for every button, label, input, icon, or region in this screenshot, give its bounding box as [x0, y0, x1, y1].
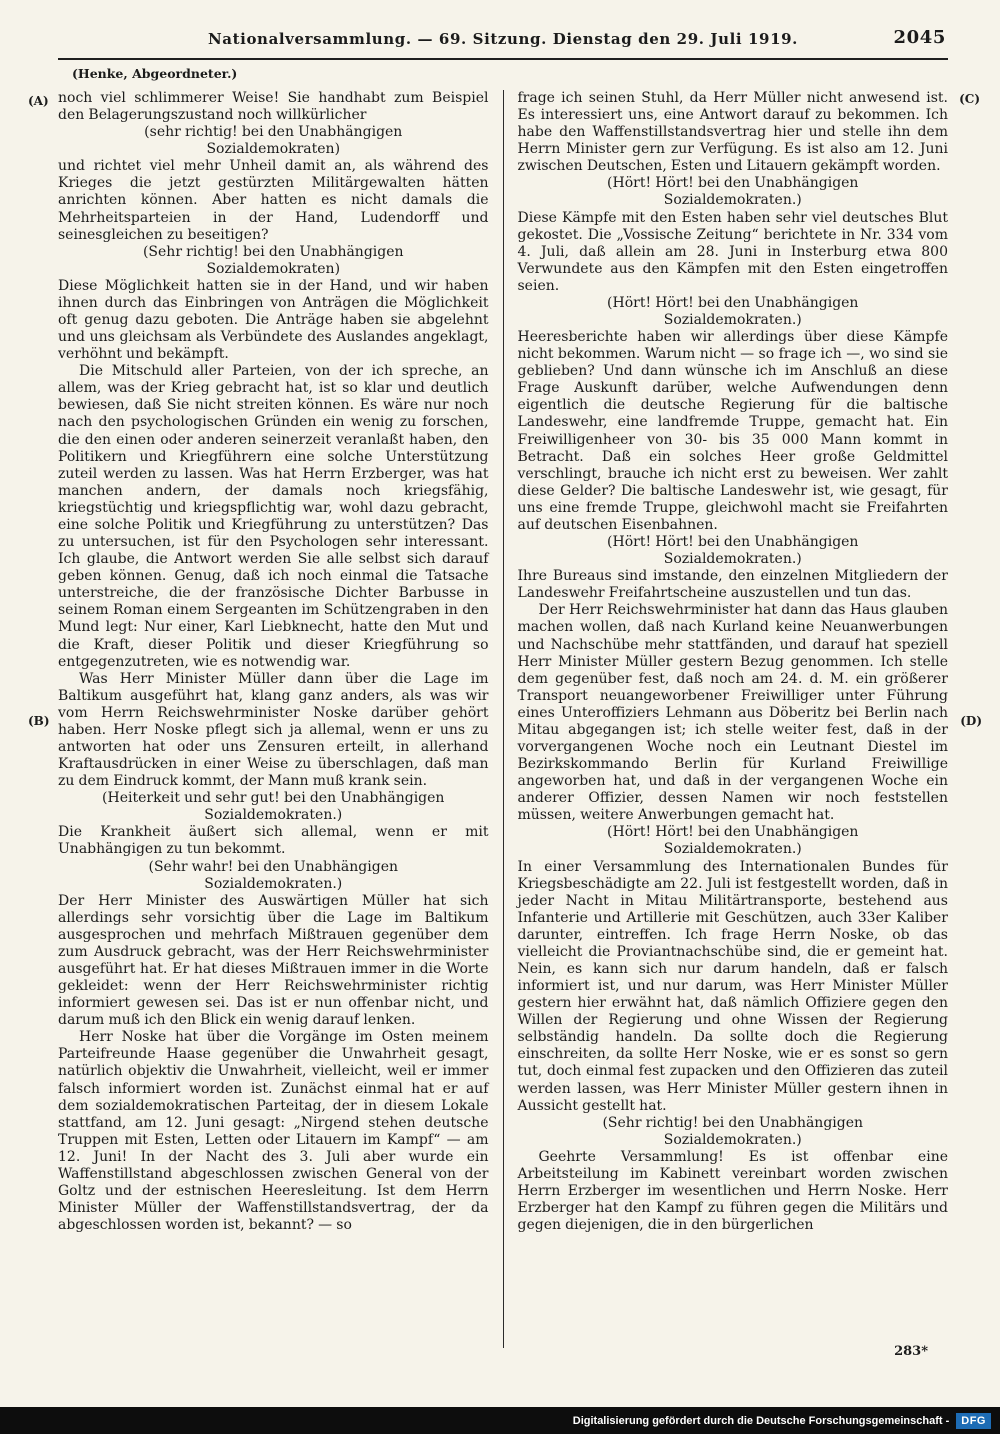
paragraph: Heeresberichte haben wir allerdings über diese Kämpfe nicht bekommen. Warum nicht — so frage ich —, wo sind sie geblieben? Und dann wünsche ich im Anschluß an diese Frage Auskunft darüber, welche Aufwendungen denn eigentlich die deutsche Regierung für die baltische Landeswehr, eine landfremde Truppe, gemacht hat. Ein Freiwilligenheer von 30- bis 35 000 Mann kommt in Betracht. Daß ein solches Heer große Geldmittel verschlingt, brauche ich nicht erst zu beweisen. Wer zahlt diese Gelder? Die baltische Landeswehr ist, wie gesagt, für uns eine fremde Truppe, gleichwohl macht sie Freifahrten auf deutschen Eisenbahnen.: [517, 329, 948, 533]
paragraph: und richtet viel mehr Unheil damit an, als während des Krieges die jetzt gestürzten Militärgewalten hätten anrichten können. Aber hatten es nicht damals die Mehrheitsparteien in der Hand, Ludendorff und seinesgleichen zu beseitigen?: [58, 158, 489, 243]
paragraph: Geehrte Versammlung! Es ist offenbar eine Arbeitsteilung im Kabinett vereinbart worden zwischen Herrn Erzberger im wesentlichen und Herrn Noske. Herr Erzberger hat den Kampf zu führen gegen die Militärs und gegen diejenigen, die in den bürgerlichen: [517, 1148, 948, 1234]
margin-marker-d: (D): [960, 714, 982, 728]
interjection: (sehr richtig! bei den Unabhängigen Sozialdemokraten): [144, 124, 403, 158]
interjection: (Sehr wahr! bei den Unabhängigen Sozialdemokraten.): [148, 858, 398, 892]
interjection: (Hört! Hört! bei den Unabhängigen Sozialdemokraten.): [607, 175, 859, 209]
digitization-bar: [0, 1407, 1000, 1434]
dfg-logo: DFG: [956, 1413, 991, 1429]
printer-signature: 283*: [894, 1344, 928, 1359]
paragraph: frage ich seinen Stuhl, da Herr Müller nicht anwesend ist. Es interessiert uns, eine Antwort darauf zu bekommen. Ich habe den Waffenstillstandsvertrag hier und stelle ihn dem Herrn Minister gern zur Verfügung. Es ist also am 12. Juni zwischen Deutschen, Esten und Litauern gekämpft worden.: [517, 90, 948, 175]
paragraph: Der Herr Reichswehrminister hat dann das Haus glauben machen wollen, daß nach Kurland keine Neuanwerbungen und Nachschübe mehr stattfänden, und darauf hat speziell Herr Minister Müller gestern Bezug genommen. Ich stelle dem gegenüber fest, daß noch am 24. d. M. ein größerer Transport neuangeworbener Freiwilliger unter Führung eines Unteroffiziers Lehmann aus Döberitz bei Berlin nach Mitau abgegangen ist; ich stelle weiter fest, daß in der vorvergangenen Woche noch ein Leutnant Diestel im Bezirkskommando Berlin für Kurland Freiwillige angeworben hat, und daß in der vergangenen Woche ein anderer Offizier, dessen Namen wir noch feststellen müssen, weitere Anwerbungen gemacht hat.: [517, 602, 948, 824]
paragraph: Was Herr Minister Müller dann über die Lage im Baltikum ausgeführt hat, klang ganz anders, als was wir vom Herrn Reichswehrminister Noske darüber gehört haben. Herr Noske pflegt sich ja allemal, wenn er uns zu antworten hat oder uns Zensuren erteilt, in allerhand Kraftausdrücken in einer Weise zu überschlagen, daß man zu dem Eindruck kommt, der Mann muß krank sein.: [58, 670, 489, 790]
interjection: (Hört! Hört! bei den Unabhängigen Sozialdemokraten.): [607, 534, 859, 568]
interjection: (Heiterkeit und sehr gut! bei den Unabhängigen Sozialdemokraten.): [102, 790, 445, 824]
margin-marker-b: (B): [28, 714, 50, 728]
interjection: (Hört! Hört! bei den Unabhängigen Sozialdemokraten.): [607, 294, 859, 329]
paragraph: Ihre Bureaus sind imstande, den einzelnen Mitgliedern der Landeswehr Freifahrtscheine auszustellen und tun das.: [517, 568, 948, 602]
text-columns: [58, 90, 948, 1348]
paragraph: Die Krankheit äußert sich allemal, wenn er mit Unabhängigen zu tun bekommt.: [58, 824, 489, 858]
page-header: [58, 27, 948, 48]
paragraph: Diese Kämpfe mit den Esten haben sehr viel deutsches Blut gekostet. Die „Vossische Zeitung“ berichtete in Nr. 334 vom 4. Juli, daß allein am 28. Juni in Insterburg etwa 800 Verwundete aus den Kämpfen mit den Esten eingetroffen seien.: [517, 209, 948, 294]
interjection: (Hört! Hört! bei den Unabhängigen Sozialdemokraten.): [607, 824, 859, 858]
paragraph: In einer Versammlung des Internationalen Bundes für Kriegsbeschädigte am 22. Juli ist festgestellt worden, daß in jeder Nacht in Mitau Militärtransporte, bestehend aus Infanterie und Artillerie mit Geschützen, auch 33er Kaliber darunter, eintreffen. Ich frage Herrn Noske, ob das vielleicht die Proviantnachschübe sind, die er gemeint hat. Nein, es kann sich nur darum handeln, daß er falsch informiert ist, und nur darum, was Herr Minister Müller gestern hier erwähnt hat, daß nämlich Offiziere gegen den Willen der Regierung und ohne Wissen der Regierung selbständig handeln. Da sollte doch die Regierung einschreiten, da sollte Herr Noske, wie er es sonst so gern tut, doch einmal fest zupacken und den Offizieren das zuteil werden lassen, was Herr Minister Müller gestern ihnen in Aussicht gestellt hat.: [517, 858, 948, 1114]
header-title: Nationalversammlung. — 69. Sitzung. Dienstag den 29. Juli 1919.: [208, 30, 798, 48]
digitization-notice: Digitalisierung gefördert durch die Deutsche Forschungsgemeinschaft -: [572, 1414, 950, 1427]
header-rule: [58, 58, 948, 60]
margin-marker-a: (A): [28, 94, 49, 108]
page-number: 2045: [893, 27, 946, 48]
interjection: (Sehr richtig! bei den Unabhängigen Sozialdemokraten.): [602, 1114, 864, 1148]
margin-marker-c: (C): [959, 92, 980, 106]
paragraph: Herr Noske hat über die Vorgänge im Osten meinem Parteifreunde Haase gegenüber die Unwahrheit gesagt, natürlich objektiv die Unwahrheit, vielleicht, weil er immer falsch informiert worden ist. Zunächst einmal hat er auf dem sozialdemokratischen Parteitag, der in diesem Lokale stattfand, am 12. Juni gesagt: „Nirgend stehen deutsche Truppen mit Esten, Letten oder Litauern im Kampf“ — am 12. Juni! In der Nacht des 3. Juli aber wurde ein Waffenstillstand abgeschlossen zwischen General von der Goltz und der estnischen Heeresleitung. Ist dem Herrn Minister Müller der Waffenstillstandsvertrag, der da abgeschlossen worden ist, bekannt? — so: [58, 1029, 489, 1234]
paragraph: noch viel schlimmerer Weise! Sie handhabt zum Beispiel den Belagerungszustand noch willkürlicher: [58, 90, 489, 124]
column-right: [518, 90, 949, 1348]
paragraph: Der Herr Minister des Auswärtigen Müller hat sich allerdings sehr vorsichtig über die Lage im Baltikum ausgesprochen und mehrfach Mißtrauen gegenüber dem zum Ausdruck gebracht, was der Herr Reichswehrminister ausgeführt hat. Er hat dieses Mißtrauen immer in die Worte gekleidet: wenn der Herr Reichswehrminister richtig informiert gewesen sei. Das ist er nun offenbar nicht, und darum muß ich den Blick ein wenig darauf lenken.: [58, 892, 489, 1029]
paragraph: Diese Möglichkeit hatten sie in der Hand, und wir haben ihnen durch das Einbringen von Anträgen die Möglichkeit oft genug dazu geboten. Die Anträge haben sie abgelehnt und uns gleichsam als Verbündete des Auslandes angeklagt, verhöhnt und bekämpft.: [58, 277, 489, 363]
paragraph: Die Mitschuld aller Parteien, von der ich spreche, an allem, was der Krieg gebracht hat, ist so klar und deutlich bewiesen, daß Sie nicht streiten können. Es wäre nur noch nach den psychologischen Gründen ein wenig zu forschen, die den einen oder anderen seinerzeit veranlaßt haben, den Politikern und Kriegführern eine solche Unterstützung zuteil werden zu lassen. Was hat Herrn Erzberger, was hat manchen andern, der damals noch kriegsfähig, kriegstüchtig und kriegspflichtig war, wohl dazu gebracht, eine solche Politik und Kriegführung zu unterstützen? Das zu untersuchen, ist für den Psychologen sehr interessant. Ich glaube, die Antwort werden Sie alle selbst sich darauf geben können. Genug, daß ich noch einmal die Tatsache unterstreiche, die der französische Dichter Barbusse in seinem Roman einem Sergeanten im Schützengraben in den Mund legt: Nur einer, Karl Liebknecht, hatte den Mut und die Kraft, dieser Politik und dieser Kriegführung so entgegenzutreten, wie es notwendig war.: [58, 363, 489, 670]
speaker-note: (Henke, Abgeordneter.): [72, 66, 238, 81]
interjection: (Sehr richtig! bei den Unabhängigen Sozialdemokraten): [142, 243, 404, 277]
column-left: [58, 90, 489, 1348]
column-divider: [503, 90, 504, 1348]
